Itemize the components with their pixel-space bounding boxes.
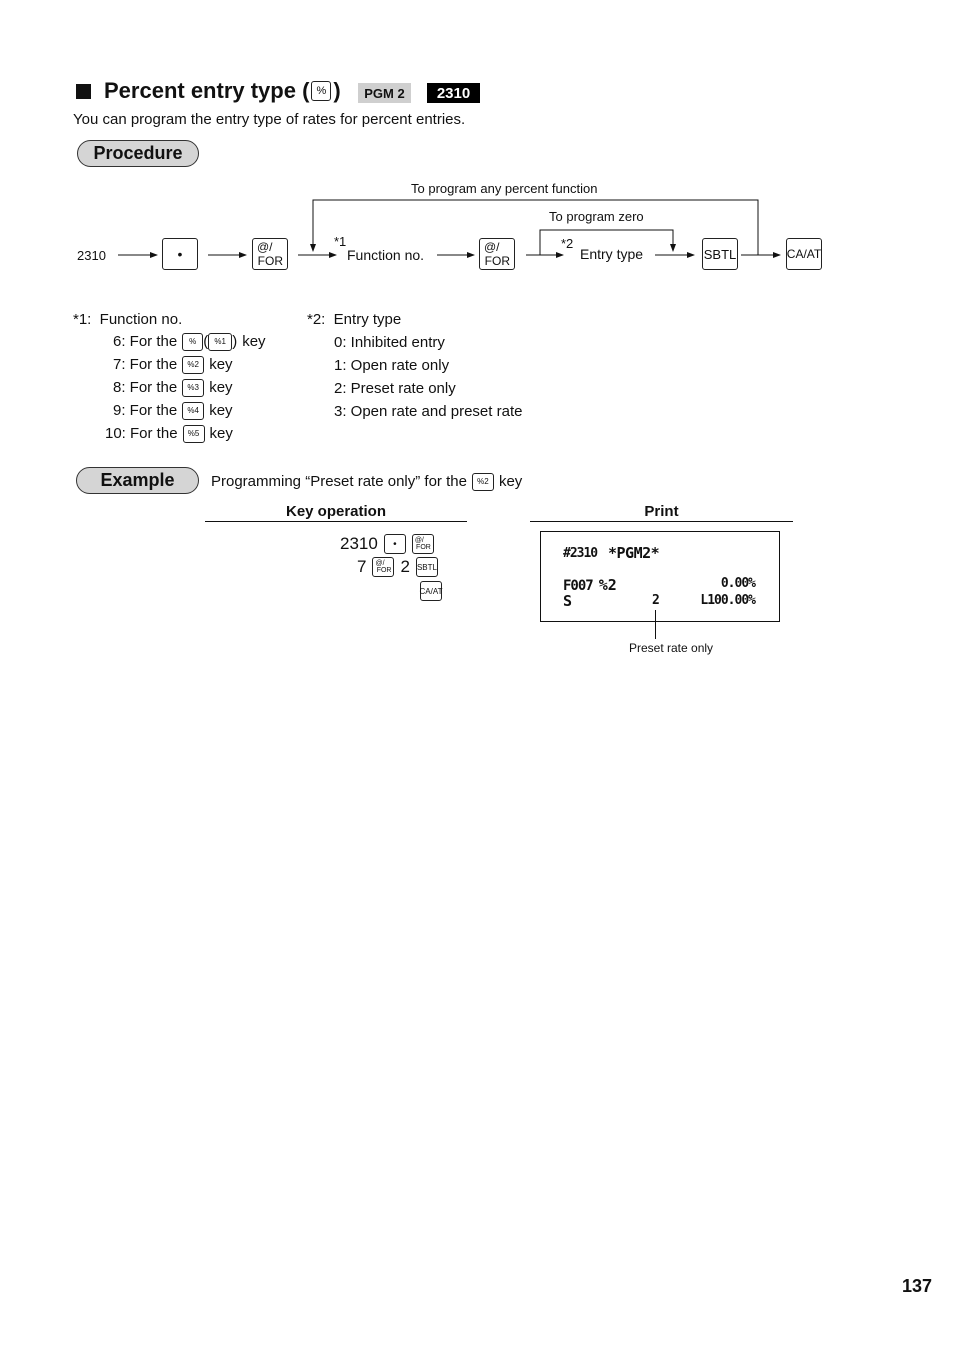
dot-key bbox=[384, 534, 406, 554]
function-notes-heading: *1: Function no. bbox=[73, 311, 183, 328]
entry-notes-heading: *2: Entry type bbox=[307, 311, 402, 328]
percent2-key-icon bbox=[182, 356, 204, 374]
function-note-10 bbox=[105, 425, 233, 443]
op-number: 7 bbox=[357, 557, 367, 576]
key-label-bottom: FOR bbox=[416, 544, 431, 551]
key-label: %4 bbox=[187, 406, 199, 415]
for-key-2-bottom: FOR bbox=[484, 254, 510, 268]
percent3-key-icon bbox=[182, 379, 204, 397]
key-label: %2 bbox=[187, 360, 199, 369]
note-tail: key bbox=[209, 356, 233, 373]
note-text: 6: For the bbox=[113, 333, 178, 350]
percent5-key-icon bbox=[183, 425, 205, 443]
star1-mark: *1 bbox=[334, 234, 347, 249]
for-key-2 bbox=[479, 238, 515, 270]
note-tail: key bbox=[209, 402, 233, 419]
receipt-func-text: F007 bbox=[563, 578, 593, 594]
receipt-rate: 0.00% bbox=[720, 576, 755, 591]
receipt-func-key: %2 bbox=[598, 576, 617, 594]
dot-key-label: • bbox=[177, 246, 183, 262]
print-header bbox=[530, 503, 793, 522]
function-note-7 bbox=[113, 356, 233, 374]
op-value: 2 bbox=[400, 557, 410, 576]
op-number: 2310 bbox=[340, 534, 378, 553]
annotation-preset-rate-only: Preset rate only bbox=[629, 641, 714, 655]
percent-key-label: % bbox=[316, 85, 327, 97]
receipt bbox=[540, 531, 780, 622]
page-number: 137 bbox=[902, 1276, 933, 1296]
paren-close: ) bbox=[232, 333, 238, 350]
key-label: %5 bbox=[187, 429, 200, 438]
caat-key-label: CA/AT bbox=[786, 247, 822, 261]
op-line-2 bbox=[357, 557, 438, 577]
percent2-key-icon bbox=[472, 473, 494, 491]
note-text: 8: For the bbox=[113, 379, 178, 396]
sbtl-key-label: SBTL bbox=[703, 246, 737, 262]
for-key bbox=[372, 557, 394, 577]
print-header-text: Print bbox=[644, 503, 679, 520]
percent-key-icon bbox=[182, 333, 203, 351]
procedure-label-text: Procedure bbox=[93, 143, 183, 163]
op-line-1 bbox=[340, 534, 434, 554]
sbtl-key bbox=[416, 557, 438, 577]
annotation-leader bbox=[655, 610, 656, 639]
receipt-code: #2310 bbox=[563, 546, 598, 561]
title-close: ) bbox=[333, 78, 341, 103]
function-note-9 bbox=[113, 402, 233, 420]
example-label bbox=[76, 467, 199, 494]
loop-any-label: To program any percent function bbox=[411, 181, 598, 196]
entry-note-0: 0: Inhibited entry bbox=[334, 334, 445, 351]
note-tail: key bbox=[209, 425, 233, 442]
key-label: %1 bbox=[214, 337, 226, 346]
for-key-top: @/ bbox=[257, 240, 273, 254]
title-text: Percent entry type ( bbox=[104, 78, 310, 103]
entry-type-label: Entry type bbox=[580, 246, 644, 262]
caat-key bbox=[786, 238, 822, 270]
example-label-text: Example bbox=[100, 470, 175, 490]
receipt-type-mark: S bbox=[563, 592, 573, 610]
percent1-key-icon bbox=[208, 333, 232, 351]
sbtl-key bbox=[702, 238, 738, 270]
note-text: 7: For the bbox=[113, 356, 178, 373]
note-text: 9: For the bbox=[113, 402, 178, 419]
example-desc-text: Programming “Preset rate only” for the bbox=[211, 473, 467, 490]
key-operation-header bbox=[205, 503, 467, 522]
dot-key bbox=[162, 238, 198, 270]
receipt-limit: L100.00% bbox=[700, 593, 755, 608]
key-label-bottom: FOR bbox=[376, 567, 392, 574]
note-tail: key bbox=[209, 379, 233, 396]
for-key-bottom: FOR bbox=[257, 254, 283, 268]
note-tail: key bbox=[242, 333, 266, 350]
key-operation-header-text: Key operation bbox=[285, 503, 387, 520]
function-note-8 bbox=[113, 379, 233, 397]
key-label: SBTL bbox=[416, 562, 437, 572]
entry-note-1: 1: Open rate only bbox=[334, 357, 450, 374]
for-key-2-top: @/ bbox=[484, 240, 500, 254]
caat-key bbox=[420, 581, 442, 601]
function-note-6 bbox=[113, 333, 266, 351]
intro-text: You can program the entry type of rates for percent entries. bbox=[73, 111, 466, 128]
key-label: %2 bbox=[477, 477, 489, 486]
start-code: 2310 bbox=[77, 248, 106, 263]
note-text: 10: For the bbox=[105, 425, 178, 442]
receipt-mode: *PGM2* bbox=[608, 544, 660, 562]
example-desc-tail: key bbox=[498, 473, 523, 490]
example-description bbox=[211, 473, 522, 491]
key-label-top: @/ bbox=[375, 560, 385, 567]
key-label: %3 bbox=[187, 383, 199, 392]
entry-note-3: 3: Open rate and preset rate bbox=[334, 403, 523, 420]
for-key bbox=[412, 534, 434, 554]
star2-mark: *2 bbox=[561, 236, 574, 251]
loop-zero-label: To program zero bbox=[549, 209, 644, 224]
paren-open: ( bbox=[203, 333, 209, 350]
for-key bbox=[252, 238, 288, 270]
badge-pgm-label: PGM 2 bbox=[364, 85, 405, 101]
percent4-key-icon bbox=[182, 402, 204, 420]
badge-code-label: 2310 bbox=[436, 84, 471, 102]
receipt-type-value: 2 bbox=[652, 593, 660, 608]
function-no-label: Function no. bbox=[347, 247, 425, 263]
key-label: • bbox=[393, 538, 397, 550]
key-label: % bbox=[189, 337, 197, 346]
key-label-top: @/ bbox=[414, 537, 424, 544]
entry-note-2: 2: Preset rate only bbox=[334, 380, 456, 397]
key-label: CA/AT bbox=[419, 586, 443, 596]
